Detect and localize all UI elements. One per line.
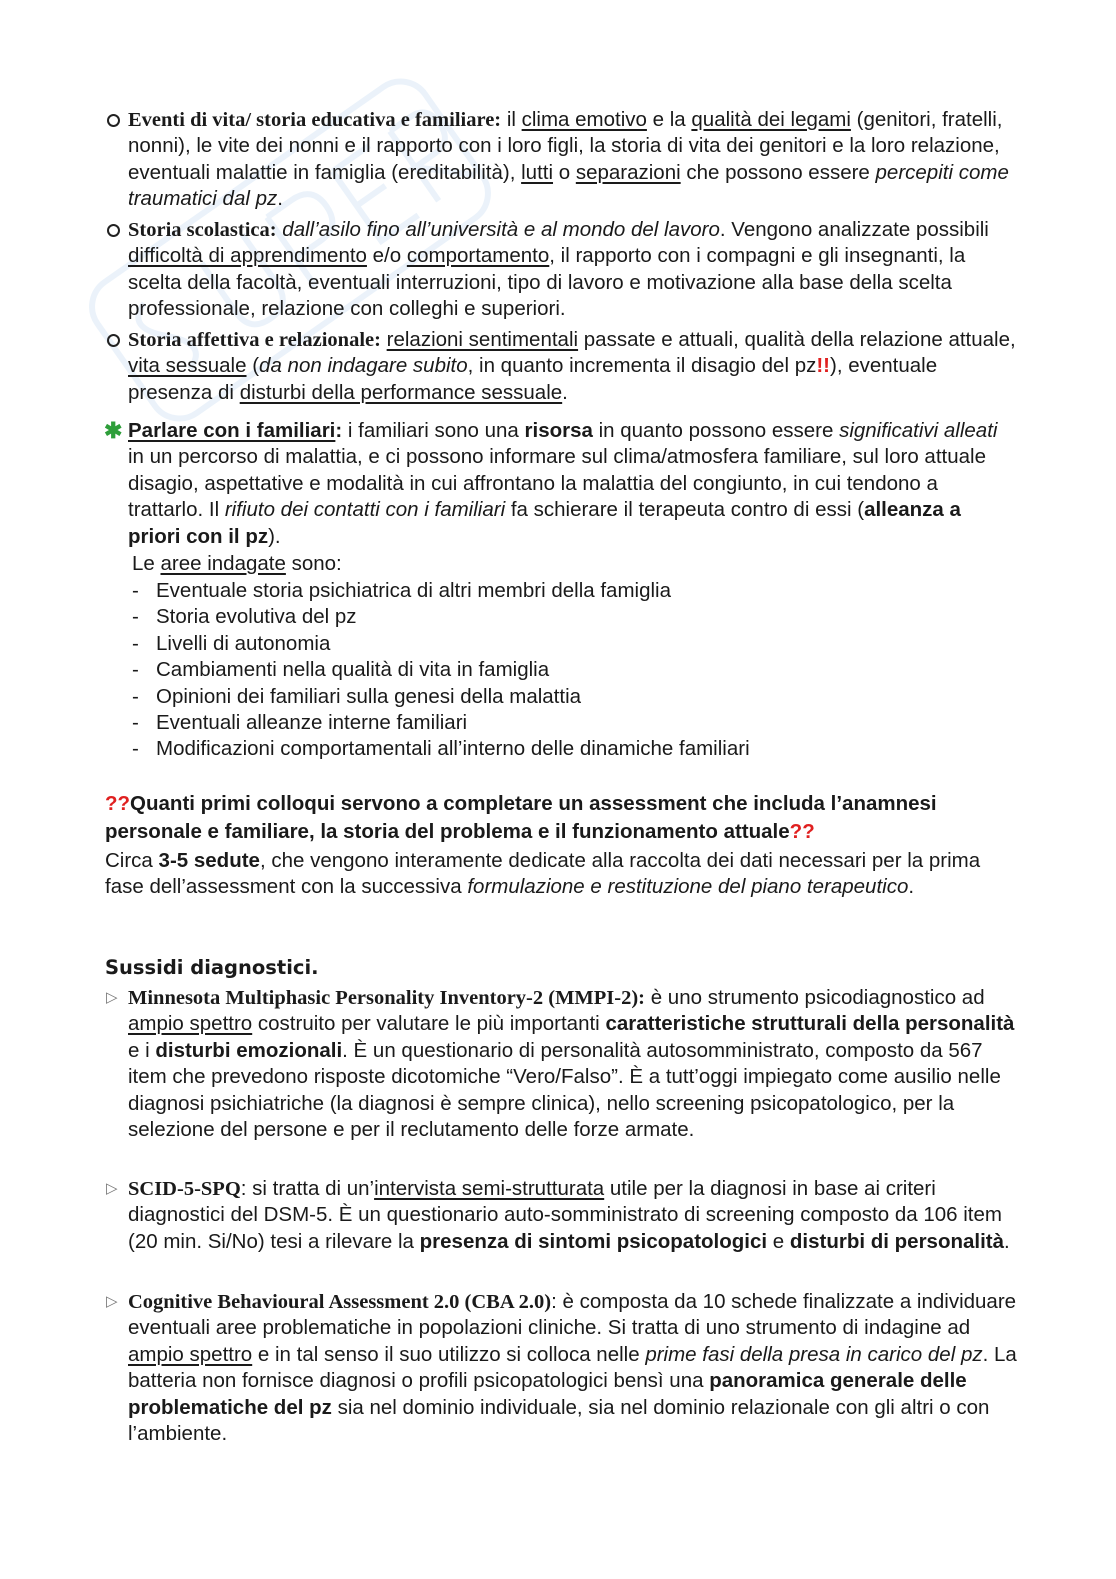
list-item: - Eventuale storia psichiatrica di altri membri della famiglia [132,578,750,604]
section-heading: Sussidi diagnostici. [105,956,319,979]
item-label: Storia affettiva e relazionale: [128,329,381,351]
list-item: - Livelli di autonomia [132,631,750,657]
list-item: - Eventuali alleanze interne familiari [132,710,750,736]
item-label: SCID-5-SPQ [128,1178,241,1200]
list-item: - Storia evolutiva del pz [132,604,750,630]
answer: Circa 3-5 sedute, che vengono interamente dedicate alla raccolta dei dati necessari per la prima fase dell’assessment con la successiva formulazione e restituzione del piano terapeutico. [105,849,981,899]
circle-bullet-icon [107,224,120,237]
tool-cba: ▷ Cognitive Behavioural Assessment 2.0 (CBA 2.0): è composta da 10 schede finalizzate a individuare eventuali aree problematiche in popolazioni cliniche. Si tratta di uno strumento di indagine ad ampio spettro e in tal senso il suo utilizzo si colloca nelle prime fasi della presa in carico del pz. La batteria non fornisce diagnosi o profili psicopatologici bensì una panoramica generale delle problematiche del pz sia nel dominio individuale, sia nel dominio relazionale con gli altri o con l’ambiente. [106,1290,1017,1446]
item-label: Cognitive Behavioural Assessment 2.0 (CBA 2.0) [128,1291,552,1313]
circle-bullet-icon [107,114,120,127]
aree-list [132,578,750,763]
item-label: Storia scolastica: [128,219,277,241]
item-eventi: Eventi di vita/ storia educativa e familiare: il clima emotivo e la qualità dei legami (genitori, fratelli, nonni), le vite dei nonni e il rapporto con i loro figli, la storia di vita dei genitori e la loro relazione, eventuali malattie in famiglia (ereditabilità), lutti o separazioni che possono essere percepiti come traumatici dal pz. [128,107,1018,213]
item-label: Minnesota Multiphasic Personality Inventory-2 (MMPI-2): [128,987,645,1009]
tool-mmpi: ▷ Minnesota Multiphasic Personality Inventory-2 (MMPI-2): è uno strumento psicodiagnostico ad ampio spettro costruito per valutare le più importanti caratteristiche strutturali della personalità e i disturbi emozionali. È un questionario di personalità autosomministrato, composto da 567 item che prevedono risposte dicotomiche “Vero/Falso”. È a tutt’oggi impiegato come ausilio nelle diagnosi psichiatriche (la diagnosi è sempre clinica), nello screening psicopatologico, per la selezione del persone e per il reclutamento delle forze armate. [106,986,1015,1142]
tool-scid: ▷ SCID-5-SPQ: si tratta di un’intervista semi-strutturata utile per la diagnosi in base ai criteri diagnostici del DSM-5. È un questionario auto-somministrato di screening composto da 106 item (20 min. Si/No) tesi a rilevare la presenza di sintomi psicopatologici e disturbi di personalità. [106,1177,1010,1253]
item-label: Parlare con i familiari [128,419,336,442]
triangle-bullet-icon: ▷ [106,1293,118,1310]
item-familiari: ✱ Parlare con i familiari: i familiari sono una risorsa in quanto possono essere significativi alleati in un percorso di malattia, e ci possono informare sul clima/atmosfera familiare, sul loro attuale disagio, aspettative e modalità in cui affrontano la malattia del congiunto, in cui tendono a trattarlo. Il rifiuto dei contatti con i familiari fa schierare il terapeuta contro di essi (alleanza a priori con il pz). [104,418,998,548]
aree-intro: Le aree indagate sono: [132,552,342,575]
triangle-bullet-icon: ▷ [106,989,118,1006]
list-item: - Opinioni dei familiari sulla genesi della malattia [132,684,750,710]
list-item: - Modificazioni comportamentali all’interno delle dinamiche familiari [132,736,750,762]
asterisk-bullet-icon: ✱ [104,418,123,443]
item-scolastica: Storia scolastica: dall’asilo fino all’università e al mondo del lavoro. Vengono analizzate possibili difficoltà di apprendimento e/o comportamento, il rapporto con i compagni e gli insegnanti, la scelta della facoltà, eventuali interruzioni, tipo di lavoro e motivazione alla base della scelta professionale, relazione con colleghi e superiori. [128,217,1018,323]
triangle-bullet-icon: ▷ [106,1180,118,1197]
question: ??Quanti primi colloqui servono a completare un assessment che includa l’anamnesi personale e familiare, la storia del problema e il funzionamento attuale?? [105,792,937,843]
item-label: Eventi di vita/ storia educativa e familiare: [128,109,502,131]
circle-bullet-icon [107,334,120,347]
list-item: - Cambiamenti nella qualità di vita in famiglia [132,657,750,683]
item-affettiva: Storia affettiva e relazionale: relazioni sentimentali passate e attuali, qualità della relazione attuale, vita sessuale (da non indagare subito, in quanto incrementa il disagio del pz!!), eventuale presenza di disturbi della performance sessuale. [128,327,1018,406]
